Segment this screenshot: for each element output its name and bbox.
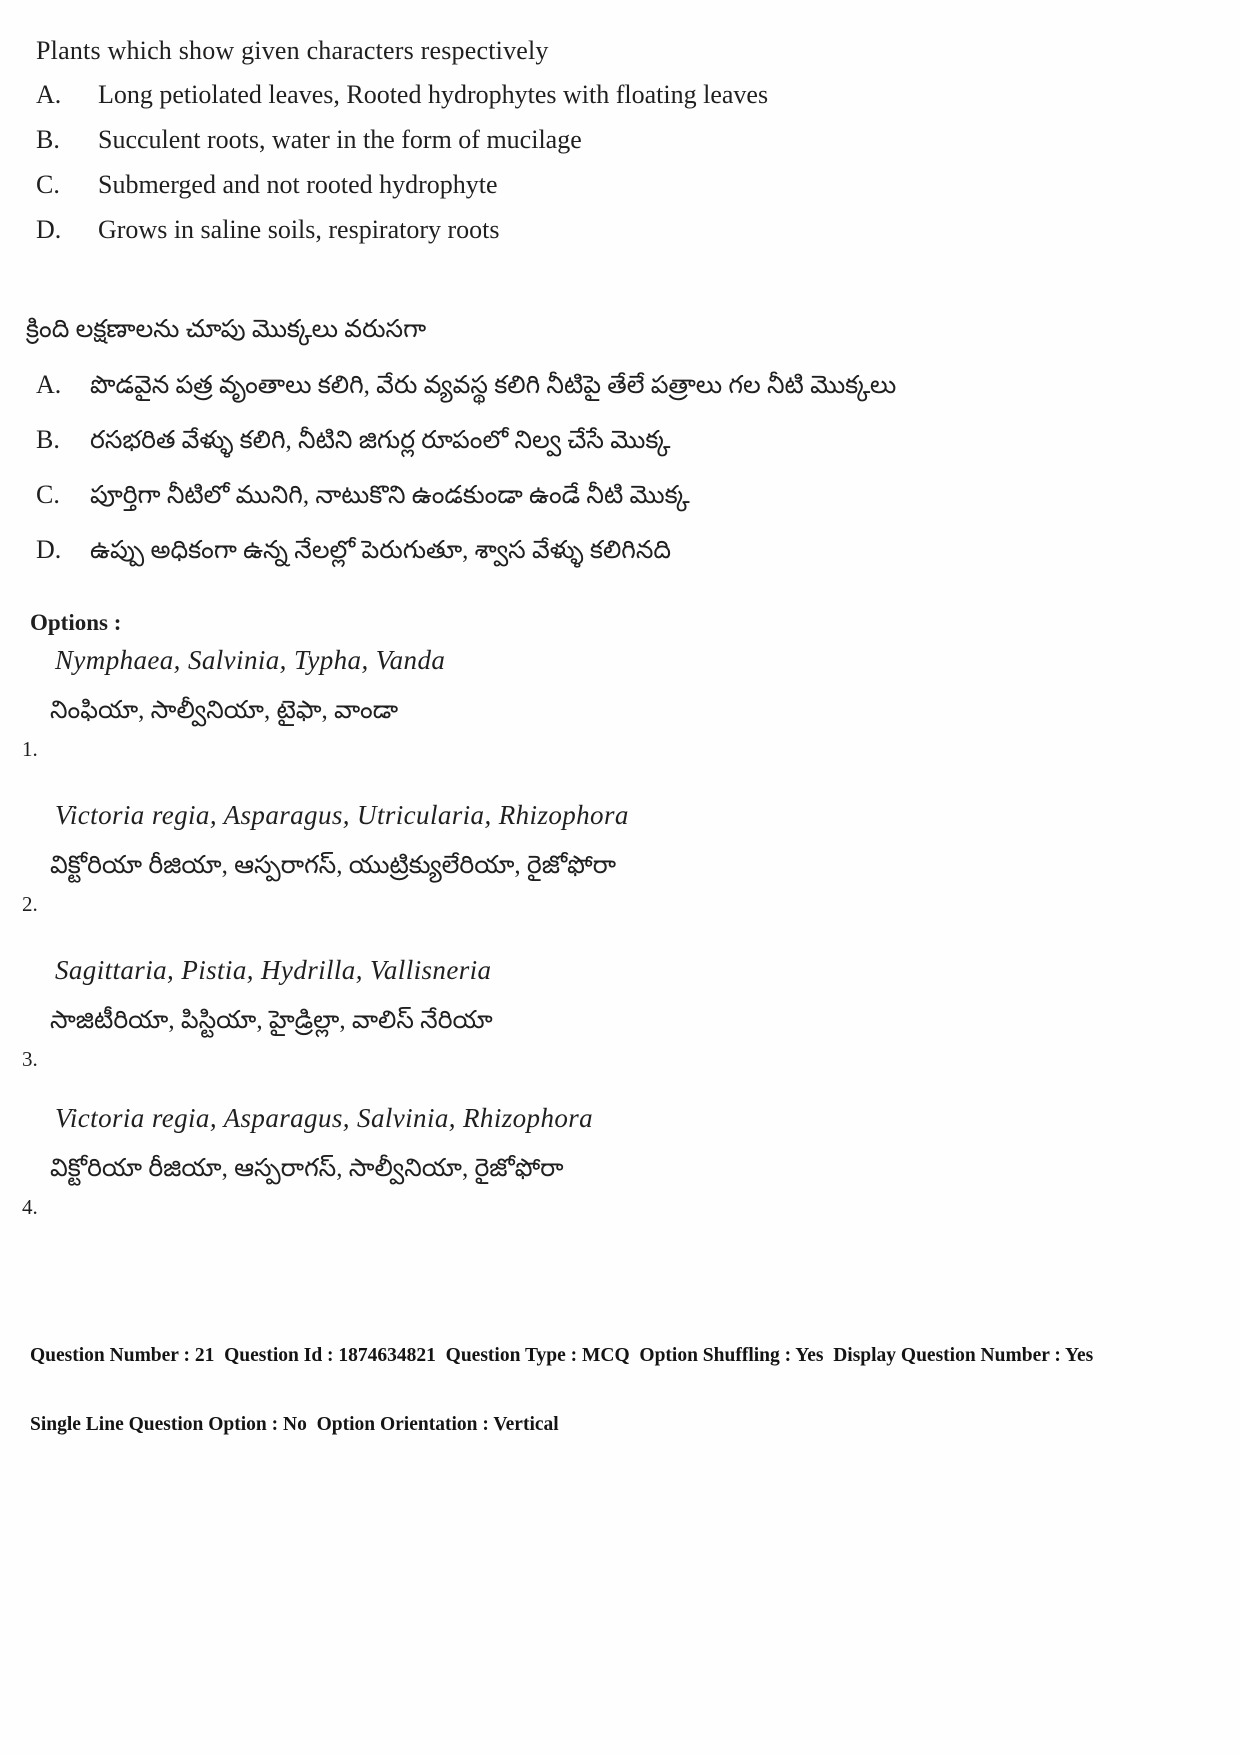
answer-option-3: [0, 955, 1200, 1071]
character-text: Succulent roots, water in the form of mucilage: [98, 125, 582, 154]
character-text: Long petiolated leaves, Rooted hydrophytes with floating leaves: [98, 80, 769, 109]
option-telugu-text: సాజిటీరియా, పిస్టియా, హైడ్రిల్లా, వాలిస్ నేరియా: [50, 1007, 493, 1034]
character-text: Grows in saline soils, respiratory roots: [98, 215, 500, 244]
answer-option-2: [0, 800, 1200, 916]
character-label: D.: [36, 535, 62, 564]
character-row-b-telugu: [36, 423, 1196, 478]
option-number: 1.: [22, 737, 38, 761]
character-label: C.: [36, 170, 60, 199]
character-label: D.: [36, 215, 62, 244]
character-label: B.: [36, 425, 60, 454]
question-characters-telugu: [36, 368, 1196, 588]
metadata-line-2: Single Line Question Option : No Option Orientation : Vertical: [30, 1414, 559, 1435]
character-row-a-english: [36, 80, 1176, 125]
question-characters-english: [36, 80, 1176, 260]
options-heading: Options :: [30, 610, 122, 635]
character-label: A.: [36, 370, 62, 399]
metadata-line-1: Question Number : 21 Question Id : 1874634821 Question Type : MCQ Option Shuffling : Yes Display Question Number : Yes: [30, 1345, 1094, 1366]
character-row-c-telugu: [36, 478, 1196, 533]
character-text: పూర్తిగా నీటిలో మునిగి, నాటుకొని ఉండకుండా ఉండే నీటి మొక్క: [90, 482, 690, 509]
character-row-b-english: [36, 125, 1176, 170]
option-english-text: Victoria regia, Asparagus, Utricularia, Rhizophora: [55, 800, 629, 830]
character-row-c-english: [36, 170, 1176, 215]
character-row-d-english: [36, 215, 1176, 260]
character-text: ఉప్పు అధికంగా ఉన్న నేలల్లో పెరుగుతూ, శ్వాస వేళ్ళు కలిగినది: [90, 537, 672, 564]
option-english-text: Nymphaea, Salvinia, Typha, Vanda: [55, 645, 446, 675]
option-telugu-text: విక్టోరియా రీజియా, ఆస్పరాగస్, సాల్వీనియా, రైజోఫోరా: [50, 1155, 564, 1182]
character-label: A.: [36, 80, 62, 109]
character-label: C.: [36, 480, 60, 509]
question-intro-telugu: క్రింది లక్షణాలను చూపు మొక్కలు వరుసగా: [26, 316, 427, 343]
character-text: రసభరిత వేళ్ళు కలిగి, నీటిని జిగుర్ల రూపంలో నిల్వ చేసే మొక్క: [90, 427, 671, 454]
answer-option-4: [0, 1103, 1200, 1219]
character-text: Submerged and not rooted hydrophyte: [98, 170, 498, 199]
question-metadata: [30, 1298, 1180, 1482]
answer-option-1: [0, 645, 1200, 761]
option-english-text: Victoria regia, Asparagus, Salvinia, Rhizophora: [55, 1103, 594, 1133]
character-row-d-telugu: [36, 533, 1196, 588]
question-intro-english: Plants which show given characters respectively: [36, 36, 549, 65]
option-telugu-text: నింఫియా, సాల్వీనియా, టైఫా, వాండా: [50, 697, 399, 724]
option-english-text: Sagittaria, Pistia, Hydrilla, Vallisneria: [55, 955, 492, 985]
character-text: పొడవైన పత్ర వృంతాలు కలిగి, వేరు వ్యవస్థ కలిగి నీటిపై తేలే పత్రాలు గల నీటి మొక్కలు: [90, 372, 897, 399]
option-number: 2.: [22, 892, 38, 916]
character-label: B.: [36, 125, 60, 154]
option-number: 3.: [22, 1047, 38, 1071]
option-number: 4.: [22, 1195, 38, 1219]
character-row-a-telugu: [36, 368, 1196, 423]
option-telugu-text: విక్టోరియా రీజియా, ఆస్పరాగస్, యుట్రిక్యులేరియా, రైజోఫోరా: [50, 852, 617, 879]
